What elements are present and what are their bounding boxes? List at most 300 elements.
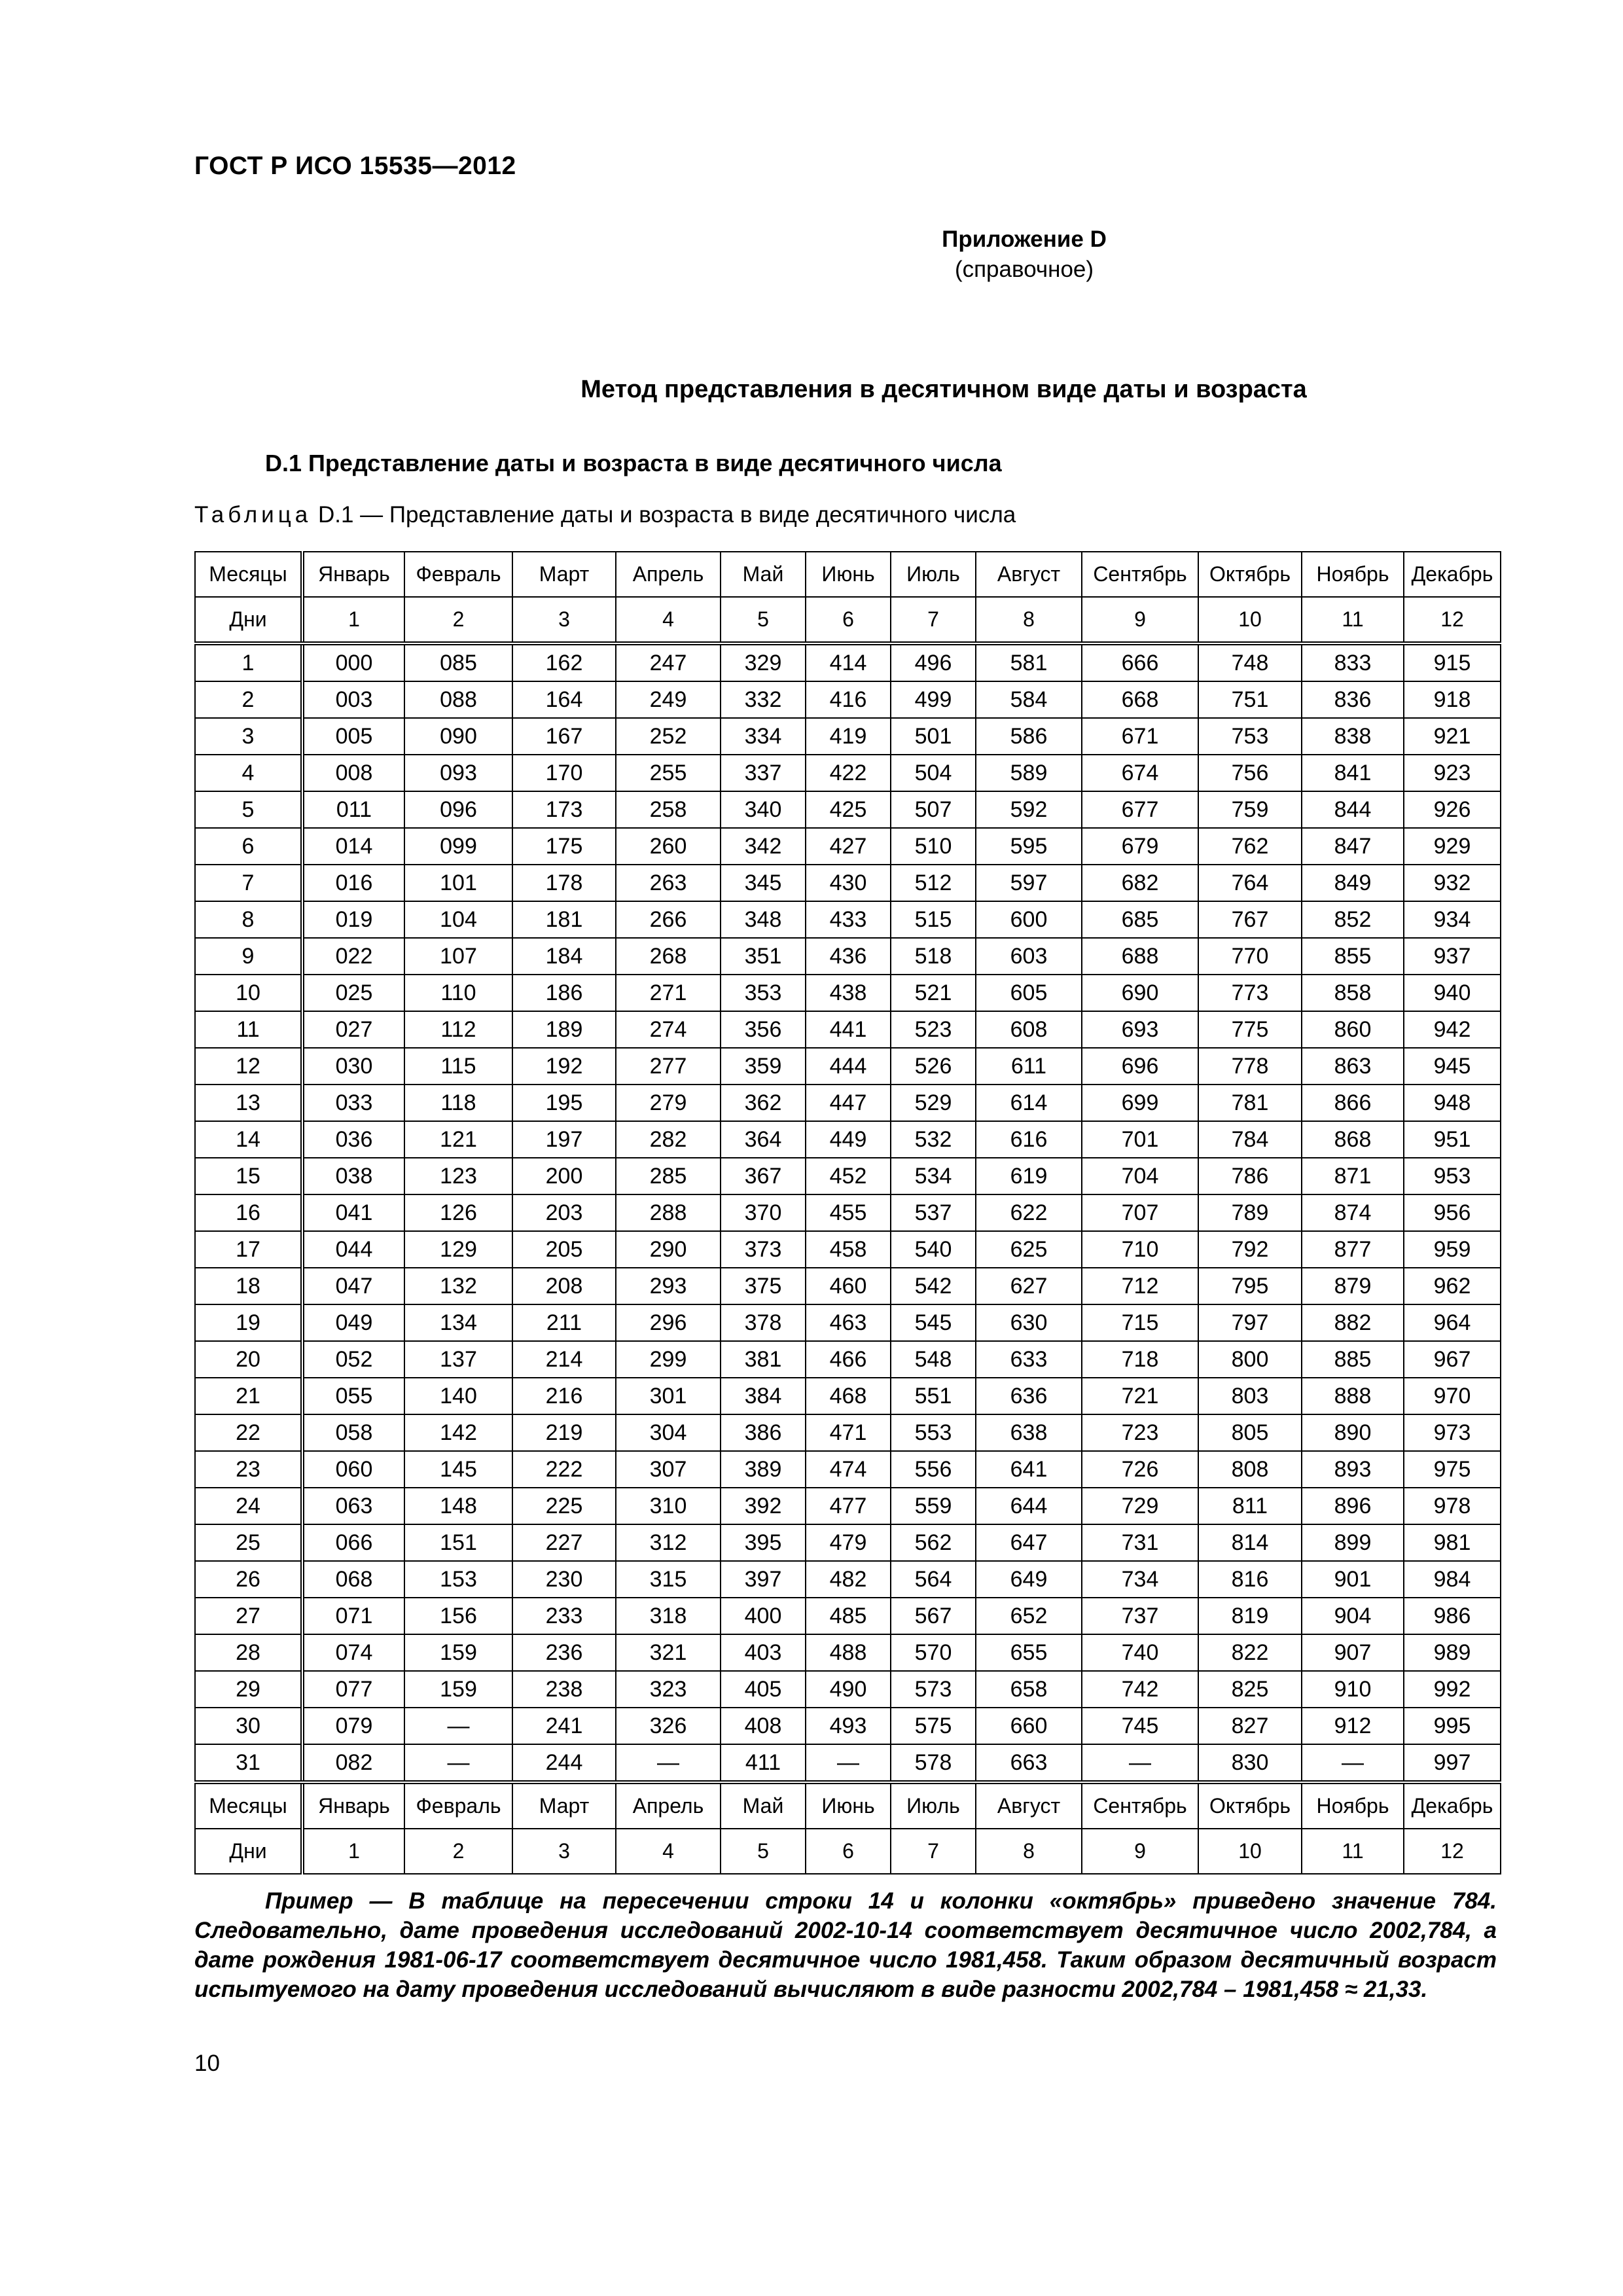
table-row [195,1194,1501,1231]
value-cell: 838 [1302,718,1404,755]
value-cell: 808 [1198,1451,1302,1488]
value-cell: 693 [1082,1011,1198,1048]
value-cell: 545 [891,1304,976,1341]
value-cell: 332 [721,681,806,718]
table-row [195,975,1501,1011]
header-cell: 9 [1082,597,1198,643]
day-cell: 30 [195,1708,302,1744]
value-cell: 356 [721,1011,806,1048]
value-cell: 734 [1082,1561,1198,1598]
value-cell: 647 [976,1524,1082,1561]
annex-subtitle: (справочное) [954,257,1094,282]
header-cell: 6 [806,1829,891,1874]
value-cell: 000 [302,643,404,681]
value-cell: 268 [616,938,721,975]
value-cell: 868 [1302,1121,1404,1158]
value-cell: 444 [806,1048,891,1085]
value-cell: 748 [1198,643,1302,681]
value-cell: 995 [1404,1708,1501,1744]
value-cell: 378 [721,1304,806,1341]
value-cell: 737 [1082,1598,1198,1634]
value-cell: 482 [806,1561,891,1598]
value-cell: 364 [721,1121,806,1158]
value-cell: 959 [1404,1231,1501,1268]
value-cell: 551 [891,1378,976,1414]
value-cell: 129 [404,1231,512,1268]
value-cell: 797 [1198,1304,1302,1341]
value-cell: 077 [302,1671,404,1708]
value-cell: 699 [1082,1085,1198,1121]
value-cell: 622 [976,1194,1082,1231]
value-cell: 671 [1082,718,1198,755]
value-cell: 644 [976,1488,1082,1524]
value-cell: 570 [891,1634,976,1671]
header-cell: Январь [302,1782,404,1829]
day-cell: 20 [195,1341,302,1378]
table-row [195,1561,1501,1598]
value-cell: 696 [1082,1048,1198,1085]
day-cell: 8 [195,901,302,938]
value-cell: 186 [512,975,616,1011]
value-cell: 236 [512,1634,616,1671]
value-cell: 951 [1404,1121,1501,1158]
value-cell: 496 [891,643,976,681]
value-cell: 148 [404,1488,512,1524]
footer-row-days [195,1829,1501,1874]
value-cell: 926 [1404,791,1501,828]
value-cell: 660 [976,1708,1082,1744]
value-cell: 904 [1302,1598,1404,1634]
value-cell: 877 [1302,1231,1404,1268]
value-cell: 038 [302,1158,404,1194]
value-cell: 123 [404,1158,512,1194]
header-cell: 9 [1082,1829,1198,1874]
value-cell: 400 [721,1598,806,1634]
value-cell: 521 [891,975,976,1011]
value-cell: 945 [1404,1048,1501,1085]
value-cell: 633 [976,1341,1082,1378]
value-cell: 627 [976,1268,1082,1304]
day-cell: 26 [195,1561,302,1598]
value-cell: 756 [1198,755,1302,791]
value-cell: 690 [1082,975,1198,1011]
value-cell: 036 [302,1121,404,1158]
value-cell: 745 [1082,1708,1198,1744]
value-cell: 030 [302,1048,404,1085]
value-cell: 019 [302,901,404,938]
value-cell: 907 [1302,1634,1404,1671]
value-cell: 542 [891,1268,976,1304]
header-cell: 3 [512,1829,616,1874]
header-cell: Дни [195,1829,302,1874]
header-cell: 8 [976,1829,1082,1874]
value-cell: 063 [302,1488,404,1524]
value-cell: 104 [404,901,512,938]
value-cell: 408 [721,1708,806,1744]
value-cell: 970 [1404,1378,1501,1414]
header-cell: 1 [302,1829,404,1874]
value-cell: 460 [806,1268,891,1304]
header-cell: 10 [1198,1829,1302,1874]
value-cell: 449 [806,1121,891,1158]
value-cell: 340 [721,791,806,828]
value-cell: 742 [1082,1671,1198,1708]
value-cell: 773 [1198,975,1302,1011]
value-cell: 540 [891,1231,976,1268]
day-cell: 3 [195,718,302,755]
value-cell: 701 [1082,1121,1198,1158]
value-cell: 367 [721,1158,806,1194]
table-row [195,681,1501,718]
value-cell: 074 [302,1634,404,1671]
value-cell: 962 [1404,1268,1501,1304]
day-cell: 14 [195,1121,302,1158]
value-cell: 142 [404,1414,512,1451]
value-cell: 458 [806,1231,891,1268]
value-cell: 518 [891,938,976,975]
value-cell: 668 [1082,681,1198,718]
day-cell: 24 [195,1488,302,1524]
header-cell: 10 [1198,597,1302,643]
value-cell: 205 [512,1231,616,1268]
value-cell: 989 [1404,1634,1501,1671]
header-cell: Март [512,1782,616,1829]
value-cell: 523 [891,1011,976,1048]
header-cell: Октябрь [1198,1782,1302,1829]
header-cell: Май [721,1782,806,1829]
day-cell: 7 [195,865,302,901]
value-cell: 430 [806,865,891,901]
value-cell: 071 [302,1598,404,1634]
value-cell: 490 [806,1671,891,1708]
table-row [195,718,1501,755]
example-note [194,1886,1497,2004]
footer-row-months [195,1782,1501,1829]
value-cell: 247 [616,643,721,681]
value-cell: 726 [1082,1451,1198,1488]
value-cell: 395 [721,1524,806,1561]
value-cell: 060 [302,1451,404,1488]
value-cell: 485 [806,1598,891,1634]
value-cell: 033 [302,1085,404,1121]
header-cell: Декабрь [1404,1782,1501,1829]
value-cell: 184 [512,938,616,975]
value-cell: 134 [404,1304,512,1341]
value-cell: 225 [512,1488,616,1524]
value-cell: 592 [976,791,1082,828]
value-cell: 940 [1404,975,1501,1011]
table-caption-text: D.1 — Представление даты и возраста в виде десятичного числа [312,502,1016,528]
value-cell: 597 [976,865,1082,901]
value-cell: 858 [1302,975,1404,1011]
value-cell: 893 [1302,1451,1404,1488]
day-cell: 4 [195,755,302,791]
value-cell: 178 [512,865,616,901]
value-cell: 052 [302,1341,404,1378]
value-cell: 277 [616,1048,721,1085]
value-cell: 981 [1404,1524,1501,1561]
value-cell: 833 [1302,643,1404,681]
day-cell: 11 [195,1011,302,1048]
table-row [195,755,1501,791]
header-cell: 12 [1404,597,1501,643]
value-cell: 638 [976,1414,1082,1451]
value-cell: 016 [302,865,404,901]
header-cell: Март [512,552,616,597]
value-cell: 323 [616,1671,721,1708]
header-cell: 8 [976,597,1082,643]
value-cell: 252 [616,718,721,755]
value-cell: 658 [976,1671,1082,1708]
value-cell: 164 [512,681,616,718]
day-cell: 17 [195,1231,302,1268]
day-cell: 27 [195,1598,302,1634]
value-cell: — [1302,1744,1404,1782]
value-cell: 066 [302,1524,404,1561]
value-cell: 337 [721,755,806,791]
header-cell: Октябрь [1198,552,1302,597]
table-row [195,1524,1501,1561]
table-row [195,1488,1501,1524]
value-cell: 836 [1302,681,1404,718]
value-cell: 978 [1404,1488,1501,1524]
value-cell: 849 [1302,865,1404,901]
value-cell: 762 [1198,828,1302,865]
value-cell: 181 [512,901,616,938]
value-cell: 910 [1302,1671,1404,1708]
day-cell: 18 [195,1268,302,1304]
header-cell: Июль [891,1782,976,1829]
value-cell: 249 [616,681,721,718]
value-cell: 537 [891,1194,976,1231]
value-cell: 466 [806,1341,891,1378]
value-cell: 140 [404,1378,512,1414]
value-cell: 710 [1082,1231,1198,1268]
value-cell: 145 [404,1451,512,1488]
value-cell: 921 [1404,718,1501,755]
day-cell: 29 [195,1671,302,1708]
header-cell: 11 [1302,1829,1404,1874]
value-cell: 014 [302,828,404,865]
table-row [195,1231,1501,1268]
value-cell: 575 [891,1708,976,1744]
table-row [195,1341,1501,1378]
value-cell: 723 [1082,1414,1198,1451]
header-cell: 1 [302,597,404,643]
value-cell: 674 [1082,755,1198,791]
value-cell: 581 [976,643,1082,681]
value-cell: 847 [1302,828,1404,865]
decimal-date-table [194,551,1501,1874]
value-cell: 731 [1082,1524,1198,1561]
value-cell: 132 [404,1268,512,1304]
value-cell: 260 [616,828,721,865]
value-cell: 515 [891,901,976,938]
value-cell: 564 [891,1561,976,1598]
value-cell: 942 [1404,1011,1501,1048]
value-cell: 321 [616,1634,721,1671]
table-row [195,643,1501,681]
value-cell: 953 [1404,1158,1501,1194]
value-cell: 384 [721,1378,806,1414]
value-cell: 025 [302,975,404,1011]
header-row-months [195,552,1501,597]
day-cell: 12 [195,1048,302,1085]
header-cell: Декабрь [1404,552,1501,597]
value-cell: 266 [616,901,721,938]
value-cell: 290 [616,1231,721,1268]
value-cell: 170 [512,755,616,791]
table-row [195,1414,1501,1451]
value-cell: 956 [1404,1194,1501,1231]
table-caption [194,502,1016,528]
value-cell: 825 [1198,1671,1302,1708]
value-cell: 973 [1404,1414,1501,1451]
value-cell: 510 [891,828,976,865]
table-row [195,1708,1501,1744]
value-cell: 211 [512,1304,616,1341]
value-cell: 800 [1198,1341,1302,1378]
value-cell: 099 [404,828,512,865]
day-cell: 16 [195,1194,302,1231]
value-cell: 740 [1082,1634,1198,1671]
document-id: ГОСТ Р ИСО 15535—2012 [194,152,516,180]
value-cell: 584 [976,681,1082,718]
value-cell: 863 [1302,1048,1404,1085]
value-cell: 373 [721,1231,806,1268]
value-cell: 795 [1198,1268,1302,1304]
day-cell: 9 [195,938,302,975]
value-cell: 468 [806,1378,891,1414]
section-title: D.1 Представление даты и возраста в виде десятичного числа [265,450,1002,476]
value-cell: 436 [806,938,891,975]
value-cell: 707 [1082,1194,1198,1231]
value-cell: 271 [616,975,721,1011]
value-cell: 085 [404,643,512,681]
value-cell: 967 [1404,1341,1501,1378]
value-cell: 121 [404,1121,512,1158]
value-cell: 162 [512,643,616,681]
value-cell: 504 [891,755,976,791]
value-cell: 682 [1082,865,1198,901]
value-cell: 293 [616,1268,721,1304]
value-cell: 079 [302,1708,404,1744]
header-cell: Апрель [616,1782,721,1829]
day-cell: 10 [195,975,302,1011]
header-cell: Май [721,552,806,597]
value-cell: 397 [721,1561,806,1598]
value-cell: 937 [1404,938,1501,975]
value-cell: 767 [1198,901,1302,938]
value-cell: 197 [512,1121,616,1158]
value-cell: 885 [1302,1341,1404,1378]
value-cell: 781 [1198,1085,1302,1121]
value-cell: 479 [806,1524,891,1561]
value-cell: 685 [1082,901,1198,938]
day-cell: 25 [195,1524,302,1561]
value-cell: 471 [806,1414,891,1451]
table-row [195,1304,1501,1341]
table-caption-label: Таблица [194,502,312,528]
value-cell: 532 [891,1121,976,1158]
value-cell: 578 [891,1744,976,1782]
header-cell: 3 [512,597,616,643]
value-cell: 589 [976,755,1082,791]
value-cell: 784 [1198,1121,1302,1158]
header-cell: Ноябрь [1302,1782,1404,1829]
value-cell: — [404,1744,512,1782]
value-cell: 058 [302,1414,404,1451]
value-cell: 096 [404,791,512,828]
value-cell: 871 [1302,1158,1404,1194]
value-cell: 534 [891,1158,976,1194]
value-cell: 044 [302,1231,404,1268]
value-cell: 279 [616,1085,721,1121]
value-cell: 822 [1198,1634,1302,1671]
value-cell: 896 [1302,1488,1404,1524]
value-cell: 274 [616,1011,721,1048]
table-row [195,1634,1501,1671]
value-cell: 652 [976,1598,1082,1634]
value-cell: 405 [721,1671,806,1708]
value-cell: 493 [806,1708,891,1744]
value-cell: 416 [806,681,891,718]
value-cell: 422 [806,755,891,791]
value-cell: 173 [512,791,616,828]
value-cell: 068 [302,1561,404,1598]
value-cell: 329 [721,643,806,681]
value-cell: 411 [721,1744,806,1782]
value-cell: 126 [404,1194,512,1231]
value-cell: 008 [302,755,404,791]
value-cell: 718 [1082,1341,1198,1378]
header-cell: 2 [404,1829,512,1874]
value-cell: 310 [616,1488,721,1524]
day-cell: 2 [195,681,302,718]
value-cell: 307 [616,1451,721,1488]
value-cell: 115 [404,1048,512,1085]
value-cell: 934 [1404,901,1501,938]
value-cell: 759 [1198,791,1302,828]
table-row [195,1048,1501,1085]
value-cell: 463 [806,1304,891,1341]
header-cell: 4 [616,1829,721,1874]
value-cell: 964 [1404,1304,1501,1341]
value-cell: 027 [302,1011,404,1048]
value-cell: — [1082,1744,1198,1782]
value-cell: 175 [512,828,616,865]
value-cell: 770 [1198,938,1302,975]
table-row [195,1598,1501,1634]
value-cell: 088 [404,681,512,718]
day-cell: 6 [195,828,302,865]
value-cell: 304 [616,1414,721,1451]
value-cell: 805 [1198,1414,1302,1451]
value-cell: 559 [891,1488,976,1524]
header-cell: 6 [806,597,891,643]
value-cell: 923 [1404,755,1501,791]
value-cell: 811 [1198,1488,1302,1524]
value-cell: 216 [512,1378,616,1414]
value-cell: 200 [512,1158,616,1194]
value-cell: 866 [1302,1085,1404,1121]
value-cell: 499 [891,681,976,718]
header-cell: Август [976,552,1082,597]
table-row [195,1671,1501,1708]
value-cell: 860 [1302,1011,1404,1048]
value-cell: 093 [404,755,512,791]
value-cell: 586 [976,718,1082,755]
